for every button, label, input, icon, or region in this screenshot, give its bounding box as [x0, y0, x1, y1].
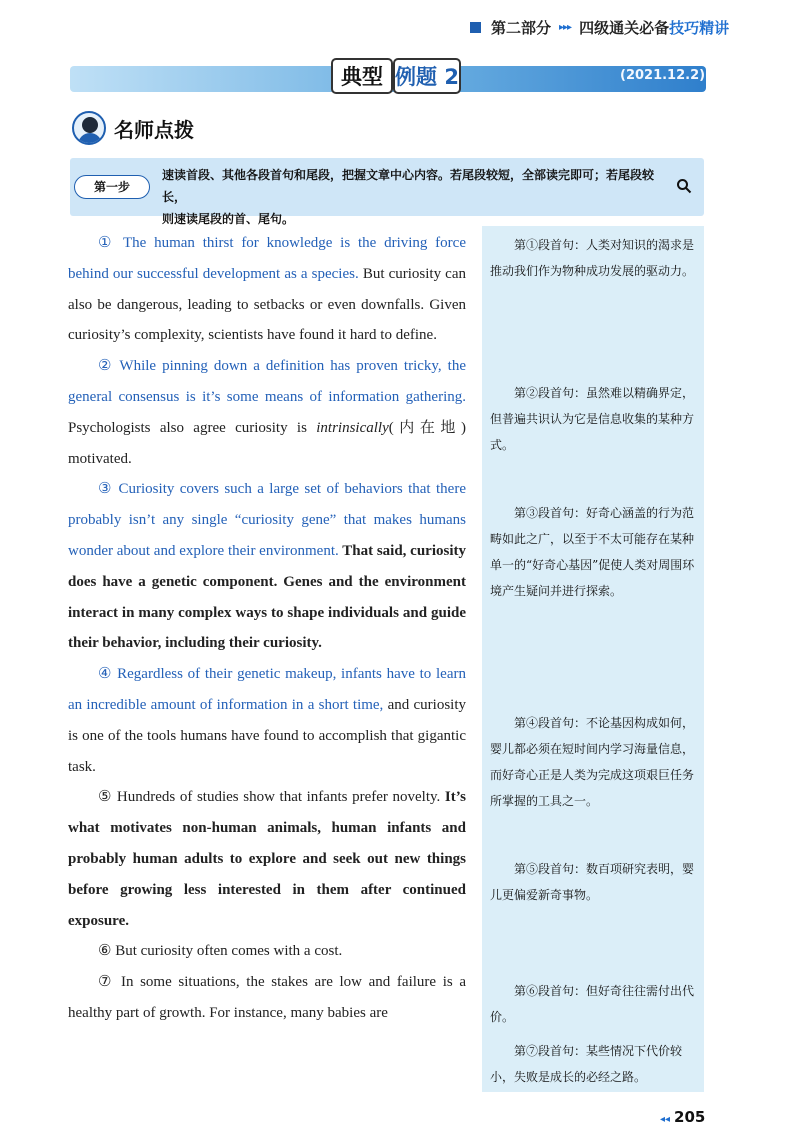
page-number: 205	[674, 1108, 706, 1126]
step-text	[162, 164, 662, 230]
magnifier-icon	[676, 178, 692, 194]
double-arrow-icon: ◂◂	[660, 1114, 671, 1125]
key-sentence-3: ③ Curiosity covers such a large set of behaviors that there probably isn’t any single “curiosity gene” that makes humans wonder about and explore their environment.	[68, 481, 466, 559]
teacher-avatar-icon	[72, 111, 106, 145]
note-7: 第⑦段首句：某些情况下代价较小，失败是成长的必经之路。	[490, 1044, 683, 1084]
banner-date: (2021.12.2)	[620, 68, 706, 83]
paragraph-2	[68, 351, 466, 474]
note-4: 第④段首句：不论基因构成如何，婴儿都必须在短时间内学习海量信息，而好奇心正是人类为完成这项艰巨任务所掌握的工具之一。	[490, 716, 695, 808]
step-text-line-1: 速读首段、其他各段首句和尾段，把握文章中心内容。若尾段较短，全部读完即可；若尾段较长，	[162, 168, 655, 204]
note-3: 第③段首句：好奇心涵盖的行为范畴如此之广，以至于不太可能存在某种单一的“好奇心基因”促使人类对周围环境产生疑问并进行探索。	[490, 506, 695, 598]
paragraph-3	[68, 474, 466, 659]
paragraph-7-rest: For instance, many babies are	[205, 1004, 388, 1021]
running-header	[470, 12, 780, 42]
header-highlight: 技巧精讲	[669, 18, 730, 37]
triple-arrow-icon: ▸▸▸	[559, 21, 572, 33]
banner-tag-typical: 典型	[331, 58, 393, 94]
note-6: 第⑥段首句：但好奇往往需付出代价。	[490, 984, 695, 1024]
paragraph-7	[68, 967, 466, 1029]
header-prefix: 四级通关必备	[579, 18, 670, 37]
note-5: 第⑤段首句：数百项研究表明，婴儿更偏爱新奇事物。	[490, 862, 695, 902]
square-bullet-icon	[470, 22, 481, 33]
key-sentence-7: ⑦ In some situations, the stakes are low and failure is a healthy part of growth.	[68, 974, 466, 1021]
teacher-tip-heading	[72, 108, 194, 148]
paragraph-5-rest: It’s what motivates non-human animals, human infants and probably human adults to explore and seek out new things before growing less interested in them after continued exposure.	[68, 789, 467, 929]
key-sentence-2: ② While pinning down a definition has proven tricky, the general consensus is it’s some means of information gathering.	[68, 358, 466, 405]
step-one-box	[70, 158, 704, 226]
notes-sidebar	[482, 226, 704, 1092]
paragraph-1-rest: But curiosity can also be dangerous, leading to setbacks or even downfalls. Given curiosity’s complexity, scientists have found it hard to define.	[68, 265, 466, 344]
paragraph-4	[68, 659, 466, 782]
step-text-line-2: 则速读尾段的首、尾句。	[162, 212, 295, 226]
paragraph-4-rest: and curiosity is one of the tools humans have found to accomplish that gigantic task.	[68, 696, 466, 775]
paragraph-6	[68, 936, 466, 967]
paragraph-5	[68, 782, 466, 936]
key-sentence-6: ⑥ But curiosity often comes with a cost.	[98, 943, 343, 960]
banner-tag-example: 例题 2	[393, 58, 461, 94]
tip-title: 名师点拨	[114, 117, 194, 142]
note-2: 第②段首句：虽然难以精确界定，但普遍共识认为它是信息收集的某种方式。	[490, 386, 695, 452]
step-label: 第一步	[74, 175, 150, 199]
key-sentence-1: ① The human thirst for knowledge is the driving force behind our successful development as a species.	[68, 235, 466, 282]
header-part: 第二部分	[491, 18, 552, 37]
paragraph-2-rest: Psychologists also agree curiosity is	[68, 419, 317, 436]
glossed-word: intrinsically	[316, 419, 389, 436]
paragraph-1	[68, 228, 466, 351]
page-footer	[660, 1108, 705, 1126]
paragraph-2-gloss: (内在地) motivated.	[68, 419, 466, 467]
key-sentence-4: ④ Regardless of their genetic makeup, infants have to learn an incredible amount of information in a short time,	[68, 666, 466, 713]
passage	[68, 228, 466, 1029]
note-1: 第①段首句：人类对知识的渴求是推动我们作为物种成功发展的驱动力。	[490, 238, 695, 278]
paragraph-3-rest: That said, curiosity does have a genetic component. Genes and the environment interact in many complex ways to shape individuals and guide their behavior, including their curiosity.	[68, 542, 466, 652]
key-sentence-5: ⑤ Hundreds of studies show that infants prefer novelty.	[98, 789, 441, 806]
